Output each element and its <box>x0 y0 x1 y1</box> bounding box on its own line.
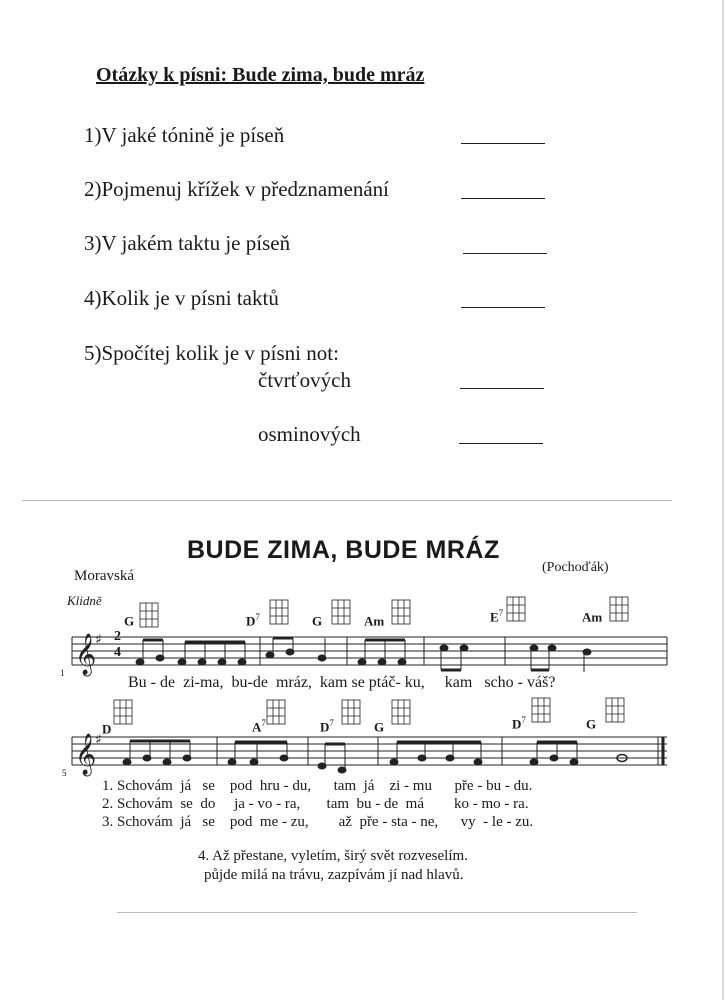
chord-name: Am <box>582 609 603 625</box>
chord-name: Am <box>364 613 385 629</box>
chord-label <box>490 608 503 625</box>
time-signature-top: 2 <box>114 629 121 644</box>
sub-question-eighth-notes: osminových <box>258 422 361 446</box>
answer-blank-quarter-notes[interactable] <box>460 388 544 389</box>
svg-text:𝄞: 𝄞 <box>75 634 97 675</box>
tempo-marking: Klidně <box>67 593 102 608</box>
song-author: (Pochoďák) <box>542 560 609 575</box>
question-5: 5)Spočítej kolik je v písni not: <box>84 341 339 365</box>
question-3: 3)V jakém taktu je píseň <box>84 231 291 255</box>
lyrics-line: Bu - de zi-ma, bu-de mráz, kam se ptáč- ku, kam scho - váš? <box>128 674 556 691</box>
final-verse-line: půjde milá na trávu, zazpívám jí nad hlavů. <box>204 867 464 883</box>
svg-text:♯: ♯ <box>95 632 102 648</box>
chord-suffix: 7 <box>255 612 260 622</box>
chord-suffix: 7 <box>261 718 266 728</box>
sub-question-quarter-notes: čtvrťových <box>258 368 351 392</box>
verse-line: 1. Schovám já se pod hru - du, tam já zi - mu pře - bu - du. <box>102 778 533 794</box>
chord-name: D <box>512 716 522 732</box>
measure-number: 1 <box>60 668 65 678</box>
answer-blank-eighth-notes[interactable] <box>459 443 543 444</box>
chord-suffix: 7 <box>329 718 334 728</box>
time-signature-bottom: 4 <box>114 645 121 660</box>
chord-name: G <box>374 719 385 735</box>
chord-label <box>124 612 134 629</box>
chord-name: G <box>124 613 135 629</box>
chord-label <box>320 718 334 735</box>
chord-name: D <box>102 721 112 737</box>
chord-label <box>364 612 384 629</box>
measure-number: 5 <box>62 768 67 778</box>
worksheet-title: Otázky k písni: Bude zima, bude mráz <box>96 64 425 86</box>
chord-name: G <box>312 613 323 629</box>
chord-name: E <box>490 609 499 625</box>
song-origin: Moravská <box>74 568 134 584</box>
chord-label <box>312 612 322 629</box>
question-4: 4)Kolik je v písni taktů <box>84 286 279 310</box>
chord-label <box>512 715 526 732</box>
answer-blank-4[interactable] <box>461 307 545 308</box>
chord-name: D <box>246 613 256 629</box>
chord-label <box>252 718 266 735</box>
sheet-music <box>22 500 672 918</box>
scan-edge <box>722 0 724 1000</box>
answer-blank-1[interactable] <box>461 143 545 144</box>
chord-suffix: 7 <box>521 715 526 725</box>
chord-label <box>374 718 384 735</box>
verse-line: 3. Schovám já se pod me - zu, až pře - sta - ne, vy - le - zu. <box>102 814 534 830</box>
chord-suffix: 7 <box>498 608 504 618</box>
chord-label <box>246 612 260 629</box>
final-verse-line: 4. Až přestane, vyletím, širý svět rozveselím. <box>198 848 468 864</box>
svg-text:𝄞: 𝄞 <box>75 734 97 775</box>
chord-name: G <box>586 716 597 732</box>
question-2: 2)Pojmenuj křížek v předznamenání <box>84 177 389 201</box>
chord-label <box>586 715 596 732</box>
chord-label <box>102 720 111 737</box>
answer-blank-3[interactable] <box>463 253 547 254</box>
chord-name: D <box>320 719 330 735</box>
verse-line: 2. Schovám se do ja - vo - ra, tam bu - de má ko - mo - ra. <box>102 796 529 812</box>
svg-text:♯: ♯ <box>95 732 102 748</box>
question-1: 1)V jaké tónině je píseň <box>84 123 285 147</box>
song-title: BUDE ZIMA, BUDE MRÁZ <box>187 536 500 564</box>
chord-label <box>582 608 602 625</box>
answer-blank-2[interactable] <box>461 198 545 199</box>
chord-name: A <box>252 719 262 735</box>
